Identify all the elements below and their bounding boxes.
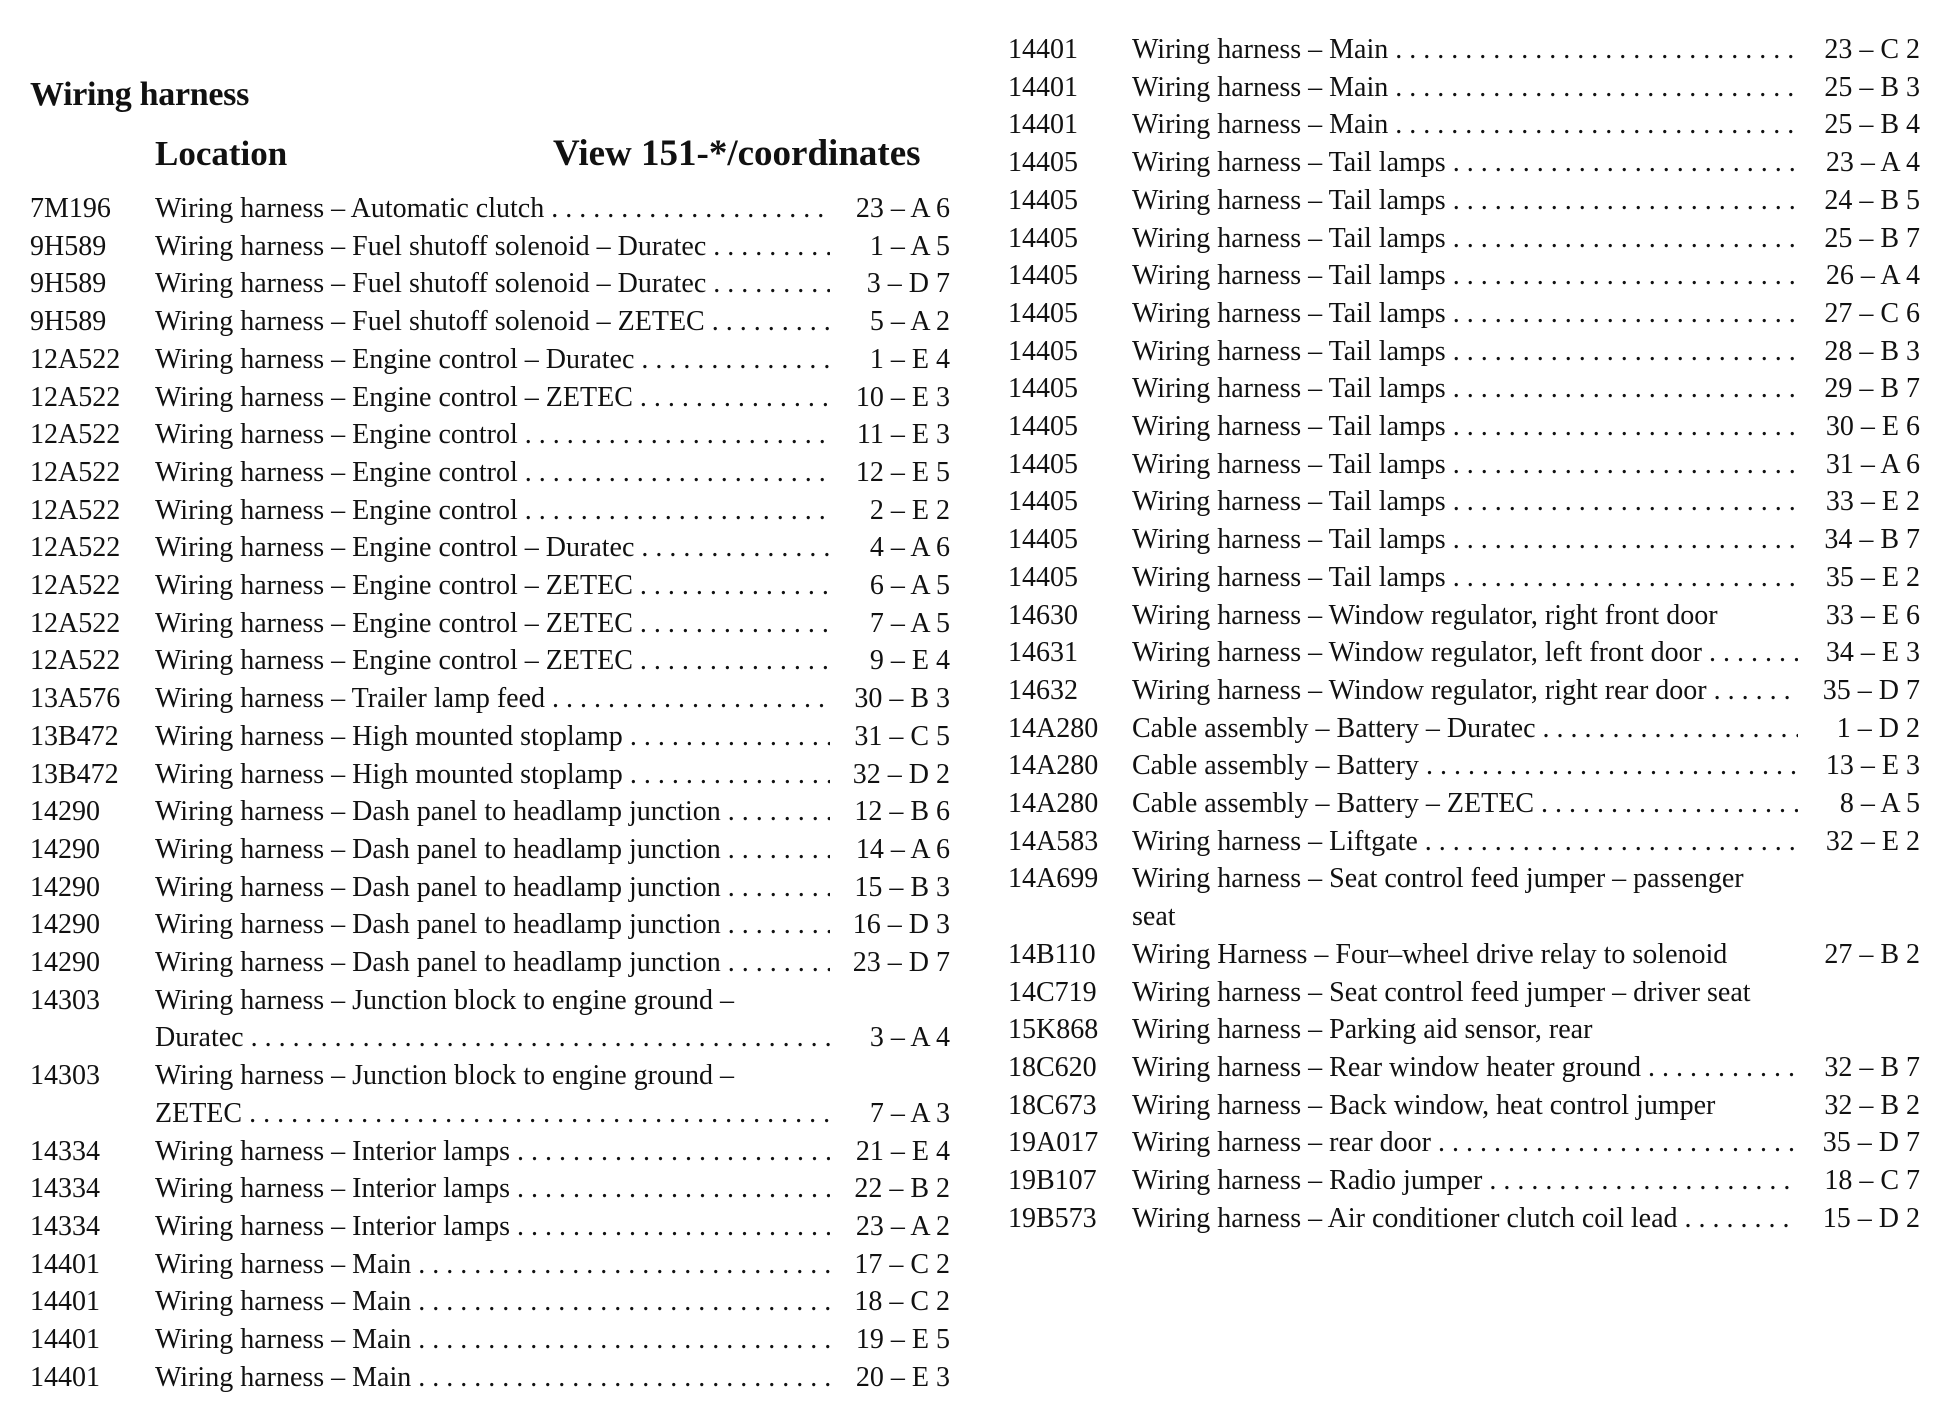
description-line-1: Wiring harness – Junction block to engine ground –	[155, 984, 734, 1016]
part-description: Wiring harness – Dash panel to headlamp junction . . .	[155, 869, 830, 907]
part-code: 14405	[1008, 222, 1078, 254]
part-description: Wiring harness – Automatic clutch . . .	[155, 190, 830, 228]
part-code: 14A280	[1008, 750, 1099, 782]
description-line-2: ZETEC . . .	[155, 1095, 830, 1133]
part-description: Wiring harness – Fuel shutoff solenoid – ZETEC . . .	[155, 303, 830, 341]
view-coordinate: 15 – B 3	[854, 871, 950, 903]
part-description: Wiring harness – Seat control feed jumper – driver seat	[1132, 976, 1751, 1008]
view-coordinate: 28 – B 3	[1824, 335, 1920, 367]
part-code: 12A522	[30, 532, 121, 564]
part-code: 13B472	[30, 758, 119, 790]
view-coordinate: 33 – E 2	[1825, 486, 1920, 518]
view-coordinate: 19 – E 5	[855, 1324, 950, 1356]
index-entry	[1008, 1200, 1920, 1238]
description-line-1: Wiring harness – Junction block to engine ground –	[155, 1060, 734, 1092]
index-entry	[1008, 785, 1920, 823]
part-description: Wiring harness – Interior lamps . . .	[155, 1170, 830, 1208]
view-coordinate: 9 – E 4	[869, 645, 950, 677]
part-description: Wiring harness – Tail lamps . . .	[1132, 220, 1798, 258]
index-entry	[30, 1057, 950, 1132]
view-coordinate: 35 – D 7	[1822, 1127, 1920, 1159]
index-entry	[30, 1283, 950, 1321]
part-description: Wiring harness – Main . . .	[155, 1283, 830, 1321]
part-description: Wiring harness – Engine control – Duratec . . .	[155, 341, 830, 379]
part-description: Wiring harness – Engine control . . .	[155, 416, 830, 454]
part-description: Wiring harness – Engine control . . .	[155, 454, 830, 492]
view-coordinate: 34 – E 3	[1825, 637, 1920, 669]
part-description: Wiring harness – Tail lamps . . .	[1132, 182, 1798, 220]
part-description: Wiring harness – Window regulator, right rear door . . .	[1132, 672, 1798, 710]
part-description: Cable assembly – Battery – Duratec . . .	[1132, 710, 1798, 748]
part-code: 9H589	[30, 230, 107, 262]
view-coordinate: 3 – A 4	[869, 1022, 950, 1054]
part-description: Wiring harness – High mounted stoplamp . . .	[155, 756, 830, 794]
part-code: 14401	[30, 1324, 100, 1356]
part-description: Wiring harness – Interior lamps . . .	[155, 1208, 830, 1246]
part-code: 12A522	[30, 343, 121, 375]
index-entry	[1008, 559, 1920, 597]
index-entry	[30, 492, 950, 530]
index-entry	[1008, 257, 1920, 295]
view-coordinate: 26 – A 4	[1825, 260, 1920, 292]
part-code: 14334	[30, 1210, 100, 1242]
index-entry	[1008, 974, 1920, 1012]
index-entry	[30, 341, 950, 379]
part-description: Wiring harness – Tail lamps . . .	[1132, 521, 1798, 559]
part-description: Wiring harness – Main . . .	[155, 1359, 830, 1397]
part-code: 14401	[30, 1286, 100, 1318]
view-coordinate: 17 – C 2	[854, 1248, 950, 1280]
part-description: Wiring harness – Main . . .	[155, 1321, 830, 1359]
part-description	[155, 982, 830, 1057]
part-code: 12A522	[30, 456, 121, 488]
index-entry	[1008, 370, 1920, 408]
index-entry	[1008, 220, 1920, 258]
view-coordinate: 30 – E 6	[1825, 411, 1920, 443]
part-code: 12A522	[30, 494, 121, 526]
view-coordinate: 8 – A 5	[1839, 788, 1920, 820]
part-code: 14303	[30, 984, 100, 1016]
part-code: 7M196	[30, 193, 111, 224]
index-entry	[30, 303, 950, 341]
part-code: 12A522	[30, 607, 121, 639]
view-coordinate: 32 – D 2	[852, 758, 950, 790]
index-entry	[30, 793, 950, 831]
view-coordinate: 3 – D 7	[866, 268, 950, 300]
part-description	[1132, 860, 1798, 935]
index-entry	[30, 982, 950, 1057]
part-code: 14290	[30, 909, 100, 941]
index-entry	[1008, 144, 1920, 182]
part-description: Wiring harness – Air conditioner clutch coil lead . . .	[1132, 1200, 1798, 1238]
index-entry	[1008, 747, 1920, 785]
index-entry	[30, 454, 950, 492]
index-entry	[1008, 710, 1920, 748]
part-description: Wiring harness – Tail lamps . . .	[1132, 370, 1798, 408]
part-code: 14405	[1008, 147, 1078, 179]
part-description: Wiring harness – Tail lamps . . .	[1132, 408, 1798, 446]
view-coordinate: 32 – B 7	[1824, 1051, 1920, 1083]
part-code: 14401	[1008, 71, 1078, 103]
index-entry	[30, 265, 950, 303]
index-entry	[30, 906, 950, 944]
part-description: Cable assembly – Battery . . .	[1132, 747, 1798, 785]
index-entry	[1008, 1124, 1920, 1162]
part-code: 14A280	[1008, 788, 1099, 820]
part-code: 12A522	[30, 381, 121, 413]
part-code: 14B110	[1008, 938, 1096, 970]
view-coordinate: 23 – A 2	[855, 1210, 950, 1242]
part-code: 14290	[30, 947, 100, 979]
part-description: Wiring harness – Main . . .	[1132, 106, 1798, 144]
part-code: 14401	[30, 1248, 100, 1280]
view-coordinate: 25 – B 4	[1824, 109, 1920, 141]
part-code: 14405	[1008, 486, 1078, 518]
part-code: 14A699	[1008, 863, 1099, 895]
view-coordinate: 34 – B 7	[1824, 524, 1920, 556]
part-code: 14290	[30, 871, 100, 903]
view-coordinate: 23 – D 7	[852, 947, 950, 979]
view-coordinate: 27 – C 6	[1824, 297, 1920, 329]
part-code: 14401	[1008, 109, 1078, 141]
part-code: 19A017	[1008, 1127, 1099, 1159]
index-entry	[30, 756, 950, 794]
part-description: Wiring harness – Rear window heater ground . . .	[1132, 1049, 1798, 1087]
part-code: 13B472	[30, 720, 119, 752]
part-description: Wiring harness – Fuel shutoff solenoid – Duratec . . .	[155, 265, 830, 303]
part-description: Wiring harness – Tail lamps . . .	[1132, 295, 1798, 333]
view-coordinate: 1 – E 4	[869, 343, 950, 375]
index-entry	[30, 869, 950, 907]
part-code: 13A576	[30, 683, 121, 715]
index-entry	[30, 718, 950, 756]
part-code: 14405	[1008, 184, 1078, 216]
part-code: 18C673	[1008, 1089, 1097, 1121]
description-line-2: Duratec . . .	[155, 1019, 830, 1057]
part-description: Wiring harness – Engine control . . .	[155, 492, 830, 530]
part-code: 9H589	[30, 306, 107, 338]
view-coordinate: 32 – B 2	[1824, 1089, 1920, 1121]
part-code: 12A522	[30, 419, 121, 451]
part-code: 14334	[30, 1173, 100, 1205]
view-coordinate: 18 – C 7	[1824, 1165, 1920, 1197]
index-entry	[1008, 1087, 1920, 1125]
view-coordinate: 4 – A 6	[869, 532, 950, 564]
part-description: Wiring harness – Tail lamps . . .	[1132, 257, 1798, 295]
index-entry	[30, 831, 950, 869]
part-code: 14631	[1008, 637, 1078, 669]
part-description: Wiring harness – Dash panel to headlamp junction . . .	[155, 831, 830, 869]
index-entry	[30, 529, 950, 567]
part-code: 19B107	[1008, 1165, 1097, 1197]
view-coordinate: 25 – B 3	[1824, 71, 1920, 103]
view-coordinate: 23 – A 4	[1825, 147, 1920, 179]
part-code: 18C620	[1008, 1051, 1097, 1083]
view-coordinate: 24 – B 5	[1824, 184, 1920, 216]
part-code: 12A522	[30, 645, 121, 677]
part-description: Wiring harness – Liftgate . . .	[1132, 823, 1798, 861]
index-entry	[1008, 936, 1920, 974]
part-code: 12A522	[30, 570, 121, 602]
index-entry	[1008, 823, 1920, 861]
view-coordinate: 13 – E 3	[1825, 750, 1920, 782]
view-coordinate: 5 – A 2	[869, 306, 950, 338]
view-coordinate: 2 – E 2	[869, 494, 950, 526]
view-coordinate: 35 – E 2	[1825, 561, 1920, 593]
view-coordinate: 25 – B 7	[1824, 222, 1920, 254]
part-code: 14A583	[1008, 825, 1099, 857]
index-entry	[30, 190, 950, 228]
view-coordinate: 27 – B 2	[1824, 938, 1920, 970]
part-description: Wiring harness – Engine control – ZETEC . . .	[155, 605, 830, 643]
view-coordinates-column-header: View 151-*/coordinates	[553, 133, 921, 174]
part-code: 14A280	[1008, 712, 1099, 744]
index-entry	[1008, 295, 1920, 333]
index-entry	[1008, 408, 1920, 446]
view-coordinate: 31 – A 6	[1825, 448, 1920, 480]
view-coordinate: 30 – B 3	[854, 683, 950, 715]
index-entry	[30, 228, 950, 266]
part-description: Wiring harness – Tail lamps . . .	[1132, 446, 1798, 484]
part-description	[155, 1057, 830, 1132]
description-line-1: Wiring harness – Seat control feed jumper – passenger	[1132, 863, 1744, 895]
index-entry	[1008, 333, 1920, 371]
view-coordinate: 10 – E 3	[855, 381, 950, 413]
part-code: 14290	[30, 833, 100, 865]
index-entry	[1008, 69, 1920, 107]
part-description: Wiring harness – Dash panel to headlamp junction . . .	[155, 793, 830, 831]
index-entry	[1008, 672, 1920, 710]
view-coordinate: 7 – A 3	[869, 1097, 950, 1129]
index-entry	[30, 680, 950, 718]
part-code: 15K868	[1008, 1014, 1099, 1046]
part-code: 14405	[1008, 297, 1078, 329]
view-coordinate: 18 – C 2	[854, 1286, 950, 1318]
part-code: 14405	[1008, 524, 1078, 556]
view-coordinate: 1 – A 5	[869, 230, 950, 262]
index-entry	[30, 1246, 950, 1284]
part-code: 14405	[1008, 448, 1078, 480]
part-description: Wiring harness – Engine control – Duratec . . .	[155, 529, 830, 567]
part-description: Wiring harness – Window regulator, right front door	[1132, 599, 1718, 631]
view-coordinate: 14 – A 6	[855, 833, 950, 865]
part-code: 14405	[1008, 411, 1078, 443]
view-coordinate: 1 – D 2	[1836, 712, 1920, 744]
view-coordinate: 35 – D 7	[1822, 674, 1920, 706]
index-entry	[30, 1133, 950, 1171]
part-description: Wiring harness – Main . . .	[155, 1246, 830, 1284]
view-coordinate: 20 – E 3	[855, 1361, 950, 1393]
part-description: Wiring harness – Interior lamps . . .	[155, 1133, 830, 1171]
index-entry	[30, 944, 950, 982]
view-coordinate: 11 – E 3	[856, 419, 950, 451]
view-coordinate: 31 – C 5	[854, 720, 950, 752]
part-code: 14290	[30, 796, 100, 828]
view-coordinate: 22 – B 2	[854, 1173, 950, 1205]
part-description: Wiring harness – High mounted stoplamp . . .	[155, 718, 830, 756]
index-entry	[1008, 446, 1920, 484]
view-coordinate: 33 – E 6	[1825, 599, 1920, 631]
index-entry	[30, 567, 950, 605]
index-entry	[1008, 31, 1920, 69]
left-index-column	[30, 190, 950, 1397]
index-entry	[1008, 106, 1920, 144]
part-description: Wiring harness – Window regulator, left front door . . .	[1132, 634, 1798, 672]
part-code: 14334	[30, 1135, 100, 1167]
description-line-2: seat	[1132, 901, 1176, 933]
index-entry	[30, 605, 950, 643]
view-coordinate: 23 – A 6	[855, 193, 950, 224]
right-index-column	[1008, 31, 1920, 1238]
part-code: 14630	[1008, 599, 1078, 631]
index-entry	[1008, 483, 1920, 521]
part-code: 14632	[1008, 674, 1078, 706]
part-description: Wiring harness – Main . . .	[1132, 69, 1798, 107]
part-description: Wiring harness – Engine control – ZETEC . . .	[155, 567, 830, 605]
part-description: Wiring harness – Fuel shutoff solenoid – Duratec . . .	[155, 228, 830, 266]
index-entry	[1008, 182, 1920, 220]
part-description: Wiring harness – Trailer lamp feed . . .	[155, 680, 830, 718]
part-description: Wiring harness – Engine control – ZETEC . . .	[155, 642, 830, 680]
view-coordinate: 16 – D 3	[852, 909, 950, 941]
part-description: Wiring harness – Radio jumper . . .	[1132, 1162, 1798, 1200]
part-description: Wiring harness – rear door . . .	[1132, 1124, 1798, 1162]
index-entry	[30, 1208, 950, 1246]
part-code: 14303	[30, 1060, 100, 1092]
part-description: Wiring harness – Engine control – ZETEC . . .	[155, 379, 830, 417]
part-description: Wiring harness – Tail lamps . . .	[1132, 333, 1798, 371]
index-entry	[1008, 1162, 1920, 1200]
index-entry	[1008, 521, 1920, 559]
index-entry	[30, 379, 950, 417]
view-coordinate: 21 – E 4	[855, 1135, 950, 1167]
part-code: 14405	[1008, 260, 1078, 292]
index-entry	[1008, 860, 1920, 935]
view-coordinate: 23 – C 2	[1824, 34, 1920, 65]
part-code: 14401	[30, 1361, 100, 1393]
part-code: 9H589	[30, 268, 107, 300]
index-entry	[30, 1359, 950, 1397]
location-column-header: Location	[155, 134, 288, 173]
view-coordinate: 6 – A 5	[869, 570, 950, 602]
part-description: Wiring harness – Parking aid sensor, rear	[1132, 1014, 1593, 1046]
view-coordinate: 32 – E 2	[1825, 825, 1920, 857]
index-entry	[1008, 597, 1920, 635]
part-description: Cable assembly – Battery – ZETEC . . .	[1132, 785, 1798, 823]
view-coordinate: 29 – B 7	[1824, 373, 1920, 405]
index-entry	[30, 1321, 950, 1359]
part-description: Wiring harness – Main . . .	[1132, 31, 1798, 69]
page-title: Wiring harness	[30, 76, 250, 113]
index-entry	[1008, 634, 1920, 672]
part-description: Wiring harness – Tail lamps . . .	[1132, 144, 1798, 182]
part-code: 14405	[1008, 561, 1078, 593]
part-description: Wiring harness – Dash panel to headlamp junction . . .	[155, 944, 830, 982]
part-code: 14405	[1008, 335, 1078, 367]
part-description: Wiring harness – Dash panel to headlamp junction . . .	[155, 906, 830, 944]
index-entry	[30, 416, 950, 454]
view-coordinate: 12 – B 6	[854, 796, 950, 828]
index-entry	[1008, 1049, 1920, 1087]
view-coordinate: 7 – A 5	[869, 607, 950, 639]
view-coordinate: 12 – E 5	[855, 456, 950, 488]
part-description: Wiring harness – Tail lamps . . .	[1132, 483, 1798, 521]
part-description: Wiring harness – Back window, heat control jumper	[1132, 1089, 1716, 1121]
part-description: Wiring Harness – Four–wheel drive relay to solenoid	[1132, 938, 1728, 970]
view-coordinate: 15 – D 2	[1822, 1202, 1920, 1234]
index-entry	[30, 1170, 950, 1208]
part-code: 14C719	[1008, 976, 1097, 1008]
part-code: 14401	[1008, 34, 1078, 65]
part-code: 14405	[1008, 373, 1078, 405]
index-entry	[30, 642, 950, 680]
part-description: Wiring harness – Tail lamps . . .	[1132, 559, 1798, 597]
part-code: 19B573	[1008, 1202, 1097, 1234]
index-entry	[1008, 1011, 1920, 1049]
